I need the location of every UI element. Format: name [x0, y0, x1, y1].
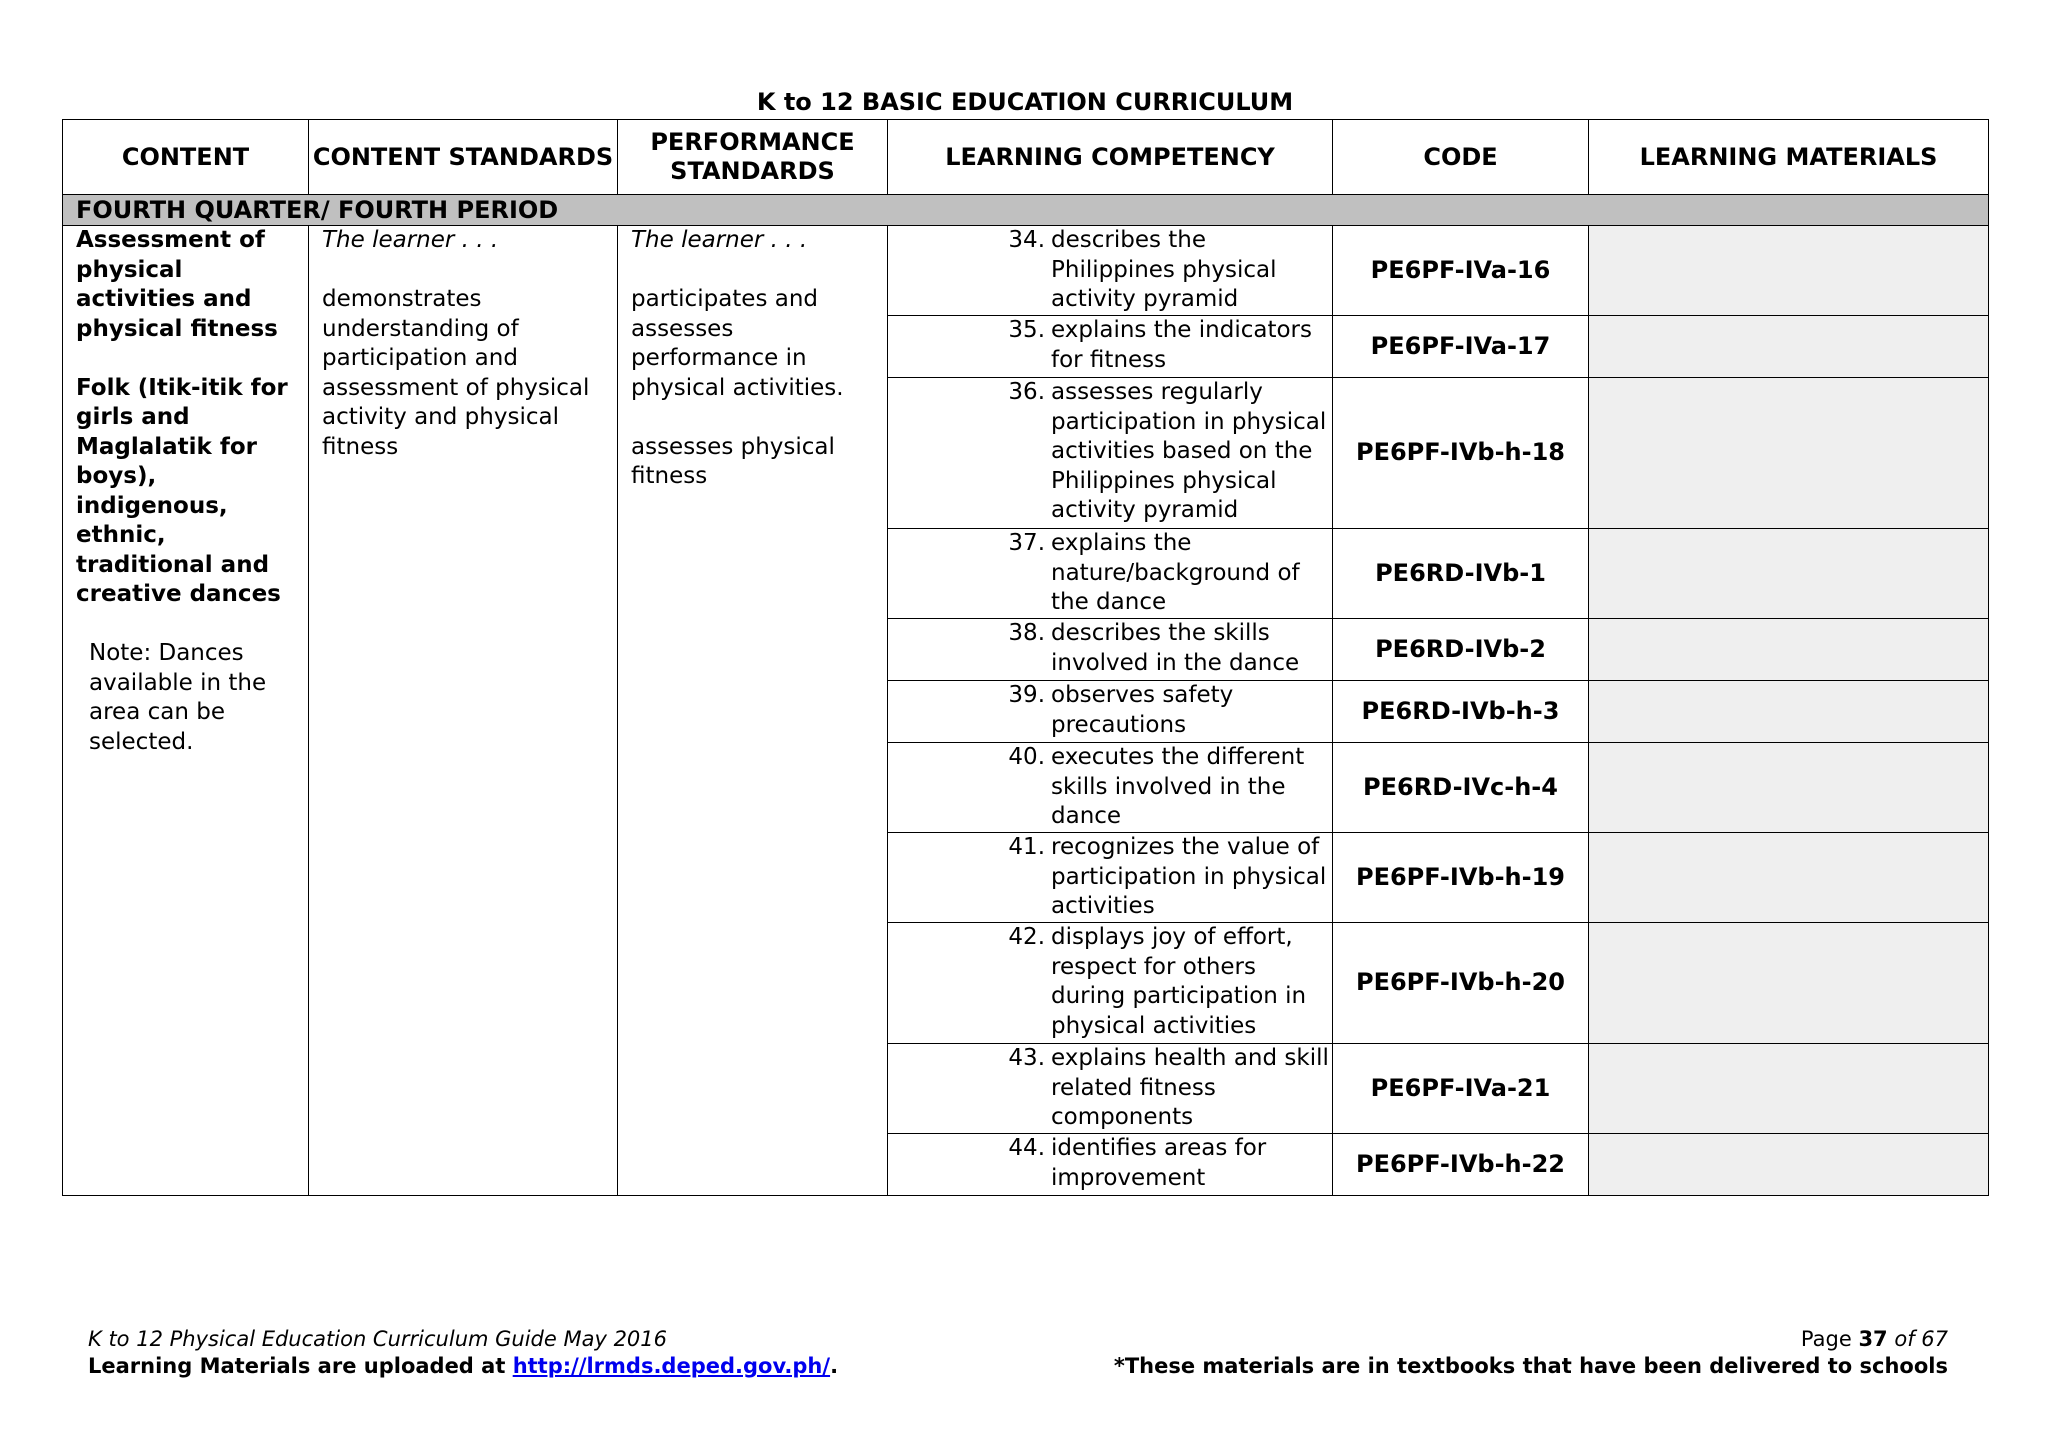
table-row — [63, 226, 1989, 316]
competency-code: PE6PF-IVa-16 — [1333, 226, 1589, 316]
competency-cell — [888, 1044, 1333, 1134]
competency-text: describes the skills involved in the dance — [1051, 620, 1300, 676]
competency-cell — [888, 316, 1333, 378]
learning-materials-cell — [1589, 378, 1989, 529]
quarter-row — [63, 195, 1989, 226]
page-number: 37 — [1858, 1327, 1888, 1351]
competency-number: 39. — [1008, 682, 1045, 708]
header-learning-materials: LEARNING MATERIALS — [1589, 120, 1989, 195]
competency-text: describes the Philippines physical activity pyramid — [1051, 227, 1277, 312]
competency-code: PE6RD-IVb-1 — [1333, 529, 1589, 619]
footer-right — [1114, 1326, 1948, 1380]
content-standards-intro: The learner . . . — [322, 227, 499, 253]
performance-standards-intro: The learner . . . — [631, 227, 808, 253]
competency-code: PE6RD-IVb-h-3 — [1333, 681, 1589, 743]
competency-cell — [888, 923, 1333, 1044]
competency-text: displays joy of effort, respect for others during participation in physical activities — [1051, 924, 1307, 1039]
performance-standards-text-2: assesses physical fitness — [631, 433, 835, 489]
competency-cell — [888, 743, 1333, 833]
competency-number: 43. — [1008, 1045, 1045, 1071]
competency-number: 37. — [1008, 530, 1045, 556]
competency-code: PE6PF-IVb-h-18 — [1333, 378, 1589, 529]
header-content: CONTENT — [63, 120, 309, 195]
page-total: of 67 — [1887, 1327, 1948, 1351]
competency-text: identifies areas for improvement — [1051, 1135, 1267, 1191]
learning-materials-cell — [1589, 833, 1989, 923]
learning-materials-cell — [1589, 1134, 1989, 1196]
footer-left — [88, 1326, 838, 1380]
competency-number: 38. — [1008, 620, 1045, 646]
footer-upload-prefix: Learning Materials are uploaded at — [88, 1354, 513, 1378]
header-content-standards: CONTENT STANDARDS — [309, 120, 618, 195]
competency-cell — [888, 681, 1333, 743]
content-topic-assessment: Assessment of physical activities and physical fitness — [76, 227, 278, 342]
content-topic-dances: Folk (Itik-itik for girls and Maglalatik for boys), indigenous, ethnic, traditional and creative dances — [76, 374, 288, 607]
learning-materials-cell — [1589, 681, 1989, 743]
competency-cell — [888, 619, 1333, 681]
competency-code: PE6PF-IVb-h-19 — [1333, 833, 1589, 923]
learning-materials-cell — [1589, 226, 1989, 316]
learning-materials-cell — [1589, 743, 1989, 833]
competency-text: assesses regularly participation in physical activities based on the Philippines physical activity pyramid — [1051, 379, 1327, 523]
textbooks-note: *These materials are in textbooks that have been delivered to schools — [1113, 1354, 1948, 1378]
learning-materials-cell — [1589, 529, 1989, 619]
performance-standards-cell — [618, 226, 888, 1196]
footer-upload-suffix: . — [830, 1354, 839, 1378]
footer-upload-line — [88, 1353, 838, 1380]
competency-code: PE6RD-IVc-h-4 — [1333, 743, 1589, 833]
table-header-row — [63, 120, 1989, 195]
content-standards-text: demonstrates understanding of participation and assessment of physical activity and physical fitness — [322, 286, 590, 460]
learning-materials-cell — [1589, 923, 1989, 1044]
competency-code: PE6PF-IVa-21 — [1333, 1044, 1589, 1134]
competency-number: 44. — [1008, 1135, 1045, 1161]
content-note: Note: Dances available in the area can be selected. — [89, 640, 267, 755]
competency-code: PE6PF-IVb-h-20 — [1333, 923, 1589, 1044]
page-indicator — [1114, 1326, 1948, 1353]
competency-code: PE6PF-IVa-17 — [1333, 316, 1589, 378]
lrmds-link[interactable]: http://lrmds.deped.gov.ph/ — [512, 1354, 831, 1378]
competency-text: observes safety precautions — [1051, 682, 1234, 738]
competency-cell — [888, 833, 1333, 923]
document-title: K to 12 BASIC EDUCATION CURRICULUM — [756, 88, 1294, 116]
performance-standards-text-1: participates and assesses performance in physical activities. — [631, 286, 844, 401]
content-cell — [63, 226, 309, 1196]
competency-cell — [888, 378, 1333, 529]
page-word: Page — [1800, 1327, 1859, 1351]
competency-code: PE6PF-IVb-h-22 — [1333, 1134, 1589, 1196]
learning-materials-cell — [1589, 619, 1989, 681]
learning-materials-cell — [1589, 316, 1989, 378]
quarter-label: FOURTH QUARTER/ FOURTH PERIOD — [63, 195, 1989, 226]
competency-number: 35. — [1008, 317, 1045, 343]
competency-number: 36. — [1008, 379, 1045, 405]
competency-cell — [888, 226, 1333, 316]
competency-number: 40. — [1008, 744, 1045, 770]
competency-code: PE6RD-IVb-2 — [1333, 619, 1589, 681]
competency-number: 34. — [1008, 227, 1045, 253]
competency-cell — [888, 1134, 1333, 1196]
learning-materials-cell — [1589, 1044, 1989, 1134]
competency-text: explains the indicators for fitness — [1051, 317, 1312, 373]
competency-number: 41. — [1008, 834, 1045, 860]
competency-cell — [888, 529, 1333, 619]
content-standards-cell — [309, 226, 618, 1196]
competency-text: explains the nature/background of the dance — [1051, 530, 1300, 615]
competency-text: recognizes the value of participation in physical activities — [1051, 834, 1327, 919]
header-code: CODE — [1333, 120, 1589, 195]
header-learning-competency: LEARNING COMPETENCY — [888, 120, 1333, 195]
competency-text: executes the different skills involved in the dance — [1051, 744, 1305, 829]
header-performance-standards: PERFORMANCE STANDARDS — [618, 120, 888, 195]
competency-text: explains health and skill related fitness components — [1051, 1045, 1329, 1130]
curriculum-table — [62, 119, 1989, 1196]
competency-number: 42. — [1008, 924, 1045, 950]
footer-guide: K to 12 Physical Education Curriculum Guide May 2016 — [88, 1327, 668, 1351]
